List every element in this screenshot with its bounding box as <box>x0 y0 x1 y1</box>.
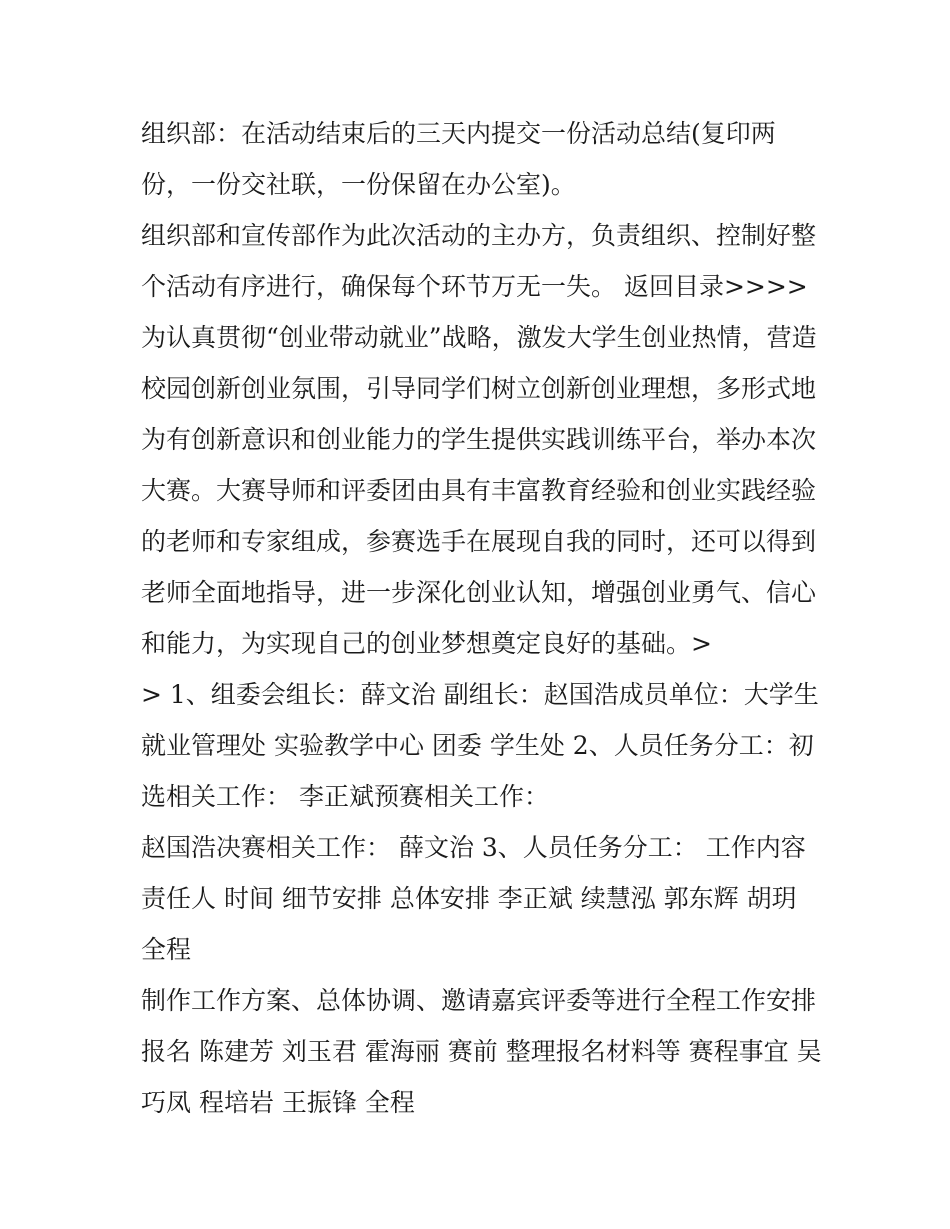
text-line: 为有创新意识和创业能力的学生提供实践训练平台，举办本次 <box>141 425 817 454</box>
text-line: 老师全面地指导，进一步深化创业认知，增强创业勇气、信心 <box>141 578 817 607</box>
text-line: 组织部：在活动结束后的三天内提交一份活动总结(复印两 <box>141 119 776 148</box>
paragraph-committee <box>141 669 821 822</box>
text-line: 赵国浩决赛相关工作： 薛文治 3、人员任务分工： 工作内容 <box>141 833 806 862</box>
text-line: 全程 <box>141 935 192 964</box>
text-line: 巧凤 程培岩 王振锋 全程 <box>141 1088 415 1117</box>
text-line: 为认真贯彻“创业带动就业”战略，激发大学生创业热情，营造 <box>141 323 817 352</box>
text-line: 校园创新创业氛围，引导同学们树立创新创业理想，多形式地 <box>141 374 817 403</box>
paragraph-organizers <box>141 210 821 312</box>
text-line: 大赛。大赛导师和评委团由具有丰富教育经验和创业实践经验 <box>141 476 817 505</box>
text-line: 就业管理处 实验教学中心 团委 学生处 2、人员任务分工：初 <box>141 731 814 760</box>
text-line: 个活动有序进行，确保每个环节万无一失。 返回目录>>>> <box>141 272 808 301</box>
text-line: 选相关工作： 李正斌预赛相关工作： <box>141 782 549 811</box>
text-line: 制作工作方案、总体协调、邀请嘉宾评委等进行全程工作安排 <box>141 986 817 1015</box>
text-line: > 1、组委会组长：薛文治 副组长：赵国浩成员单位：大学生 <box>141 680 819 709</box>
paragraph-organization-summary <box>141 108 821 210</box>
text-line: 报名 陈建芳 刘玉君 霍海丽 赛前 整理报名材料等 赛程事宜 吴 <box>141 1037 822 1066</box>
text-line: 组织部和宣传部作为此次活动的主办方，负责组织、控制好整 <box>141 221 817 250</box>
paragraph-task-assignment <box>141 822 821 975</box>
paragraph-schedule-details <box>141 975 821 1128</box>
paragraph-competition-intro <box>141 312 821 669</box>
text-line: 责任人 时间 细节安排 总体安排 李正斌 续慧泓 郭东辉 胡玥 <box>141 884 797 913</box>
document-body <box>141 108 821 1128</box>
text-line: 和能力，为实现自己的创业梦想奠定良好的基础。> <box>141 629 712 658</box>
text-line: 份，一份交社联，一份保留在办公室)。 <box>141 170 576 199</box>
text-line: 的老师和专家组成，参赛选手在展现自我的同时，还可以得到 <box>141 527 817 556</box>
